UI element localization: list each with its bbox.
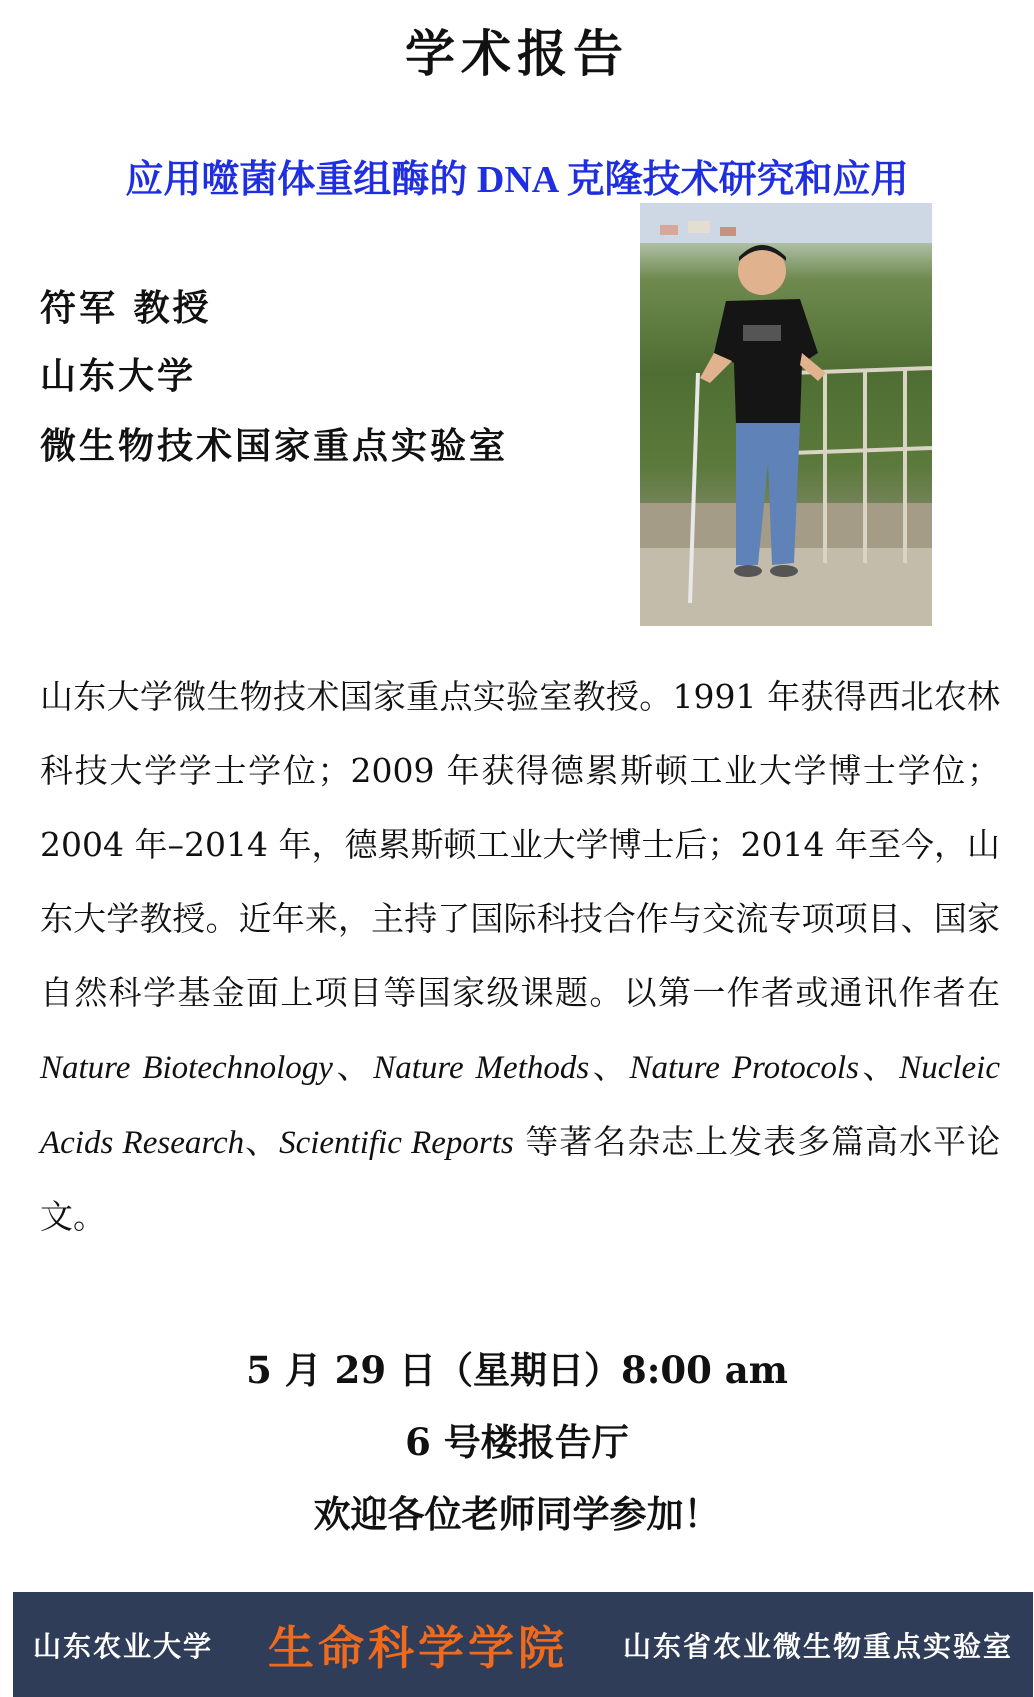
journal-nucleic-acids-research: Nucleic Acids Research <box>40 1050 1000 1161</box>
bio-separator: 、 <box>858 1047 900 1086</box>
speaker-lab: 微生物技术国家重点实验室 <box>40 425 509 467</box>
speaker-name: 符军 教授 <box>40 287 212 329</box>
footer-banner <box>13 1592 1033 1697</box>
bio-text-1: 山东大学微生物技术国家重点实验室教授。1991 年获得西北农林科技大学学士学位；2009 年获得德累斯顿工业大学博士学位；2004 年–2014 年，德累斯顿工业大学博士后；2014 年至今，山东大学教授。近年来，主持了国际科技合作与交流专项项目、国家自然科学基金面上项目等国家级课题。以第一作者或通讯作者在 <box>40 677 1000 1012</box>
footer-college: 生命科学学院 <box>268 1620 568 1675</box>
speaker-photo <box>640 203 932 626</box>
journal-scientific-reports: Scientific Reports <box>279 1125 514 1161</box>
journal-nature-protocols: Nature Protocols <box>629 1050 859 1086</box>
event-welcome: 欢迎各位老师同学参加！ <box>313 1492 721 1536</box>
speaker-university: 山东大学 <box>40 355 197 397</box>
bio-separator: 、 <box>332 1047 374 1086</box>
speaker-bio <box>40 660 1000 1254</box>
bio-separator: 、 <box>589 1047 630 1086</box>
footer-university: 山东农业大学 <box>33 1629 214 1663</box>
footer-lab: 山东省农业微生物重点实验室 <box>622 1629 1013 1663</box>
bio-separator: 、 <box>244 1122 280 1161</box>
talk-title: 应用噬菌体重组酶的 DNA 克隆技术研究和应用 <box>125 159 909 201</box>
speaker-photo-illustration <box>640 203 932 626</box>
event-datetime: 5 月 29 日（星期日）8:00 am <box>246 1348 788 1392</box>
page-title: 学术报告 <box>405 24 629 83</box>
bio-text-2: 等著名杂志上发表多篇高水平论文。 <box>40 1122 1001 1236</box>
journal-nature-methods: Nature Methods <box>373 1050 590 1086</box>
event-location: 6 号楼报告厅 <box>405 1420 629 1464</box>
journal-nature-biotechnology: Nature Biotechnology <box>40 1050 333 1086</box>
